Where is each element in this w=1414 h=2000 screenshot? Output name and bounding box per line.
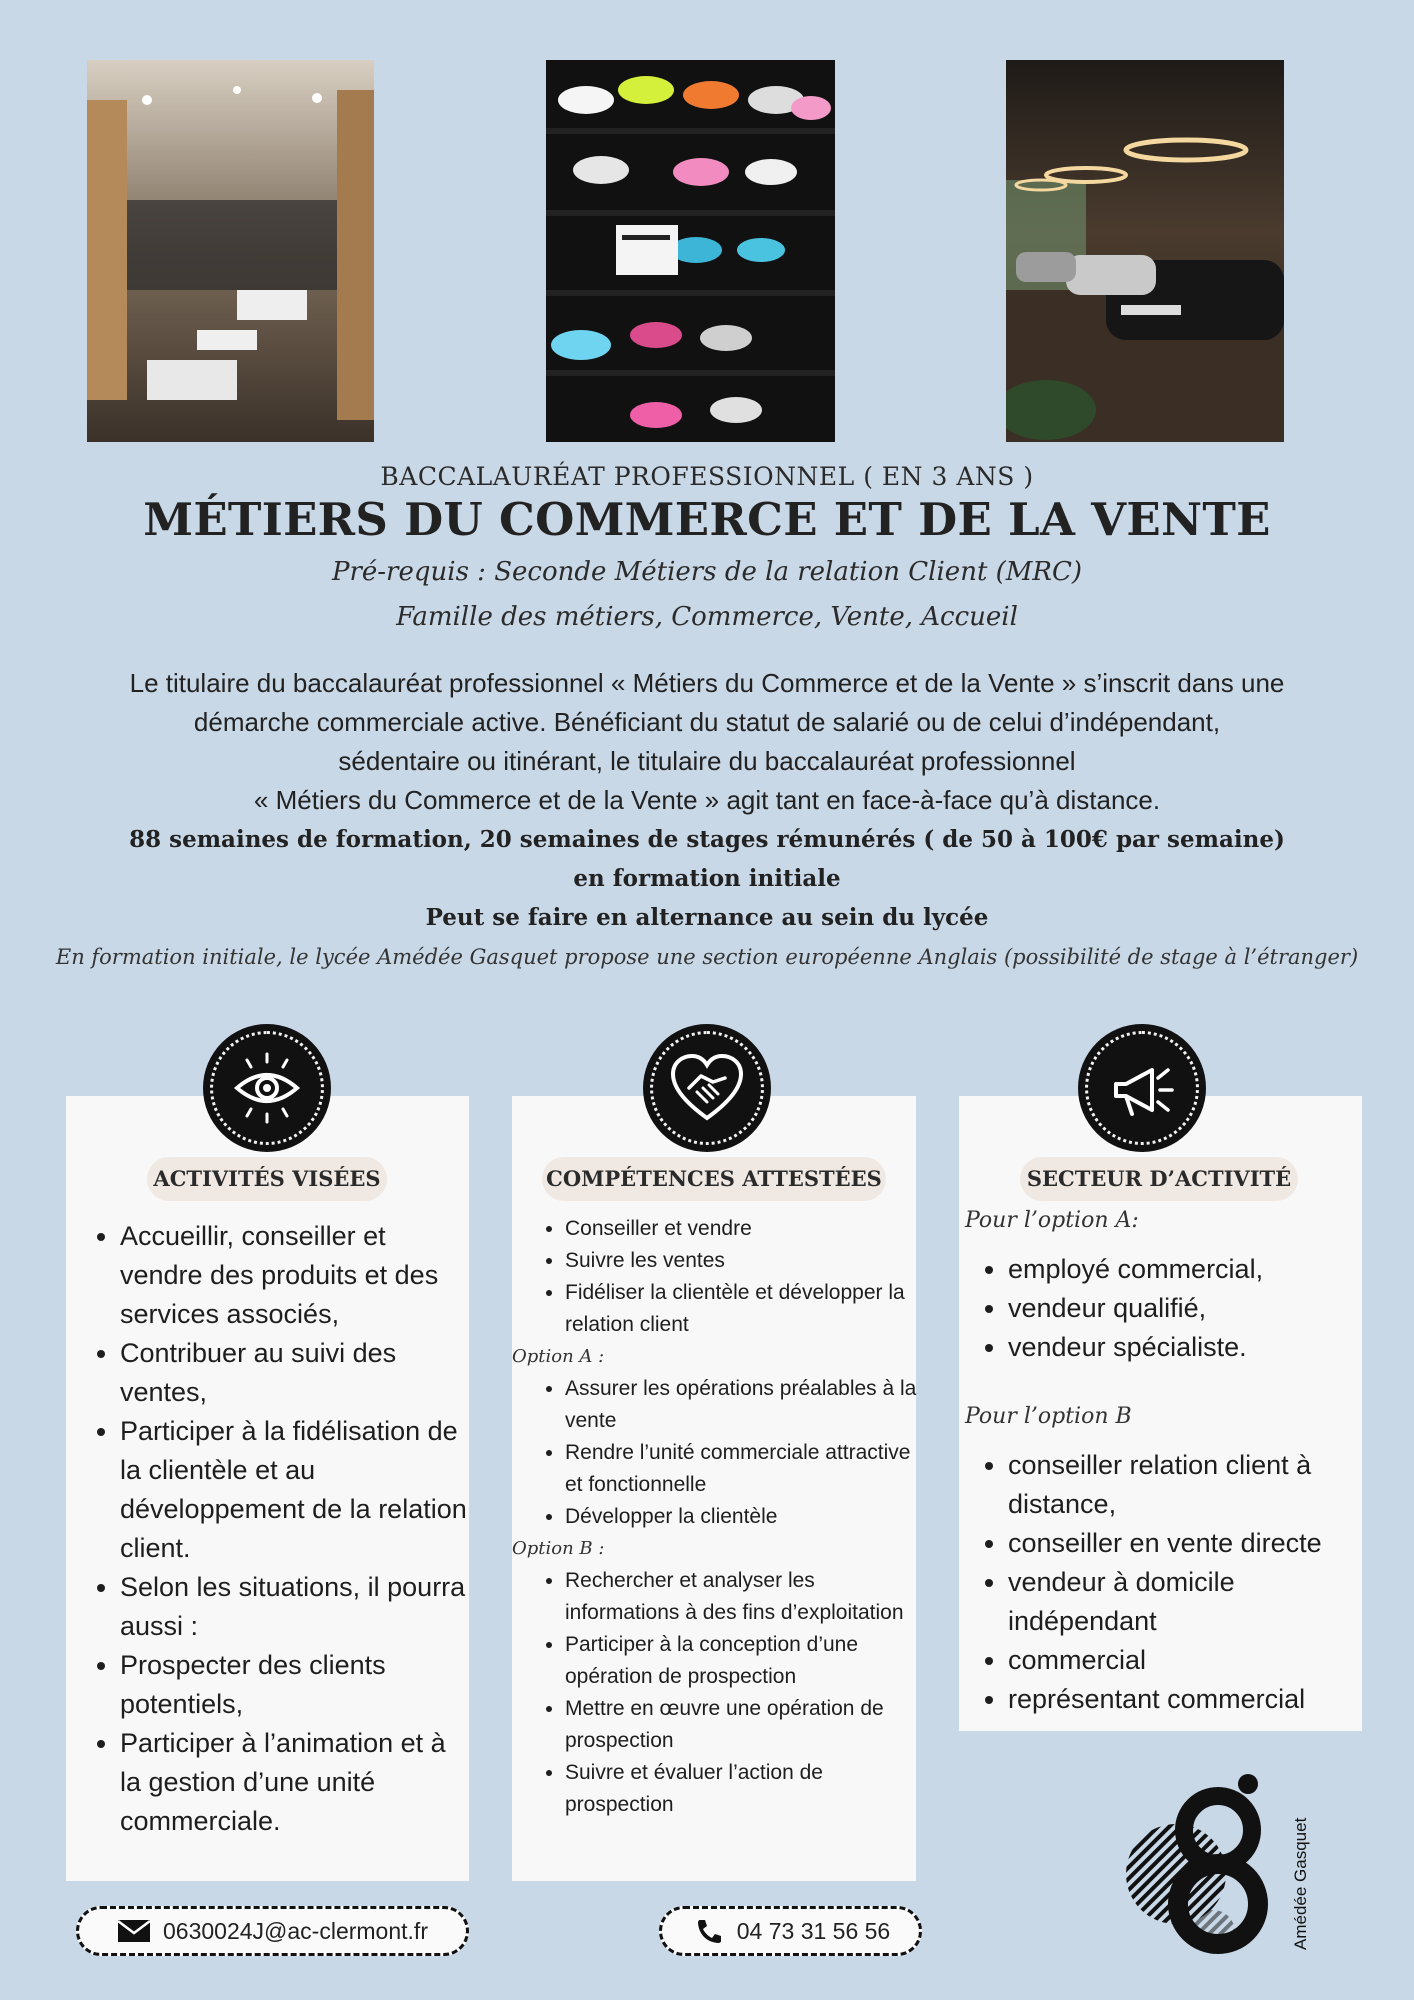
eye-icon (203, 1024, 331, 1152)
list-item: • Selon les situations, il pourra aussi : (120, 1568, 470, 1646)
list-item: • Accueillir, conseiller et vendre des produits et des services associés, (120, 1217, 470, 1334)
phone-text[interactable]: 04 73 31 56 56 (736, 1917, 891, 1944)
header (0, 462, 1414, 640)
list-item: • représentant commercial (1008, 1680, 1363, 1719)
phone-icon (691, 1918, 725, 1944)
formation-initiale: en formation initiale (573, 865, 841, 892)
list-item: • Assurer les opérations préalables à la vente (565, 1373, 917, 1437)
list-item: • vendeur à domicile indépendant (1008, 1563, 1363, 1641)
page-title: MÉTIERS DU COMMERCE ET DE LA VENTE (143, 493, 1271, 546)
secteur-option-b-label: Pour l’option B (965, 1404, 1132, 1429)
list-item: • conseiller en vente directe (1008, 1524, 1363, 1563)
list-item: • vendeur spécialiste. (1008, 1328, 1363, 1367)
list-item: • Mettre en œuvre une opération de prospection (565, 1693, 917, 1757)
intro-line: démarche commerciale active. Bénéficiant du statut de salarié ou de celui d’indépendant, (193, 707, 1221, 737)
list-item: • Contribuer au suivi des ventes, (120, 1334, 470, 1412)
activities-title: ACTIVITÉS VISÉES (147, 1157, 387, 1201)
famille-text: Famille des métiers, Commerce, Vente, Accueil (396, 602, 1018, 632)
list-item: • Suivre les ventes (565, 1245, 917, 1277)
contact-email[interactable] (76, 1906, 469, 1956)
clothing-store-photo (87, 60, 374, 442)
secteur-option-a-label: Pour l’option A: (965, 1208, 1139, 1233)
list-item: • commercial (1008, 1641, 1363, 1680)
list-item: • vendeur qualifié, (1008, 1289, 1363, 1328)
list-item: • Rendre l’unité commerciale attractive et fonctionnelle (565, 1437, 917, 1501)
list-item: • Suivre et évaluer l’action de prospection (565, 1757, 917, 1821)
envelope-icon (117, 1918, 151, 1944)
contact-phone[interactable] (659, 1906, 922, 1956)
list-item: • Fidéliser la clientèle et développer la relation client (565, 1277, 917, 1341)
competences-list (512, 1213, 917, 1821)
megaphone-icon (1078, 1024, 1206, 1152)
list-item: • Développer la clientèle (565, 1501, 917, 1533)
list-item: • Prospecter des clients potentiels, (120, 1646, 470, 1724)
secteur-title: SECTEUR D’ACTIVITÉ (1020, 1157, 1298, 1201)
activities-list (90, 1217, 470, 1841)
intro-line: « Métiers du Commerce et de la Vente » agit tant en face-à-face qu’à distance. (253, 785, 1161, 815)
list-item: • employé commercial, (1008, 1250, 1363, 1289)
list-item: • conseiller relation client à distance, (1008, 1446, 1363, 1524)
competences-title: COMPÉTENCES ATTESTÉES (542, 1157, 886, 1201)
prerequis-text: Pré-requis : Seconde Métiers de la relation Client (MRC) (331, 557, 1083, 587)
handshake-heart-icon (643, 1024, 771, 1152)
option-a-label: Option A : (512, 1346, 605, 1367)
list-item: • Participer à la fidélisation de la clientèle et au développement de la relation client. (120, 1412, 470, 1568)
intro-line: Le titulaire du baccalauréat professionnel « Métiers du Commerce et de la Vente » s’inscrit dans une (129, 668, 1285, 698)
list-item: • Conseiller et vendre (565, 1213, 917, 1245)
list-item: • Participer à l’animation et à la gestion d’une unité commerciale. (120, 1724, 470, 1841)
intro-line: sédentaire ou itinérant, le titulaire du baccalauréat professionnel (338, 746, 1076, 776)
car-showroom-photo (1006, 60, 1284, 442)
section-europeenne-text: En formation initiale, le lycée Amédée Gasquet propose une section européenne Anglais (possibilité de stage à l’étranger) (55, 945, 1359, 969)
option-b-label: Option B : (512, 1538, 605, 1559)
secteur-option-b-list (978, 1446, 1363, 1719)
list-item: • Participer à la conception d’une opération de prospection (565, 1629, 917, 1693)
page-subtitle: BACCALAURÉAT PROFESSIONNEL ( EN 3 ANS ) (380, 462, 1034, 491)
alternance-text: Peut se faire en alternance au sein du lycée (425, 904, 989, 931)
secteur-option-a-list (978, 1250, 1363, 1367)
shoe-wall-photo (546, 60, 835, 442)
formation-duration: 88 semaines de formation, 20 semaines de stages rémunérés ( de 50 à 100€ par semaine) (129, 826, 1285, 853)
list-item: • Rechercher et analyser les informations à des fins d’exploitation (565, 1565, 917, 1629)
amedee-gasquet-logo (1118, 1762, 1318, 1962)
intro (50, 664, 1364, 977)
logo-text: Amédée Gasquet (1291, 1817, 1310, 1950)
email-text[interactable]: 0630024J@ac-clermont.fr (163, 1917, 428, 1944)
